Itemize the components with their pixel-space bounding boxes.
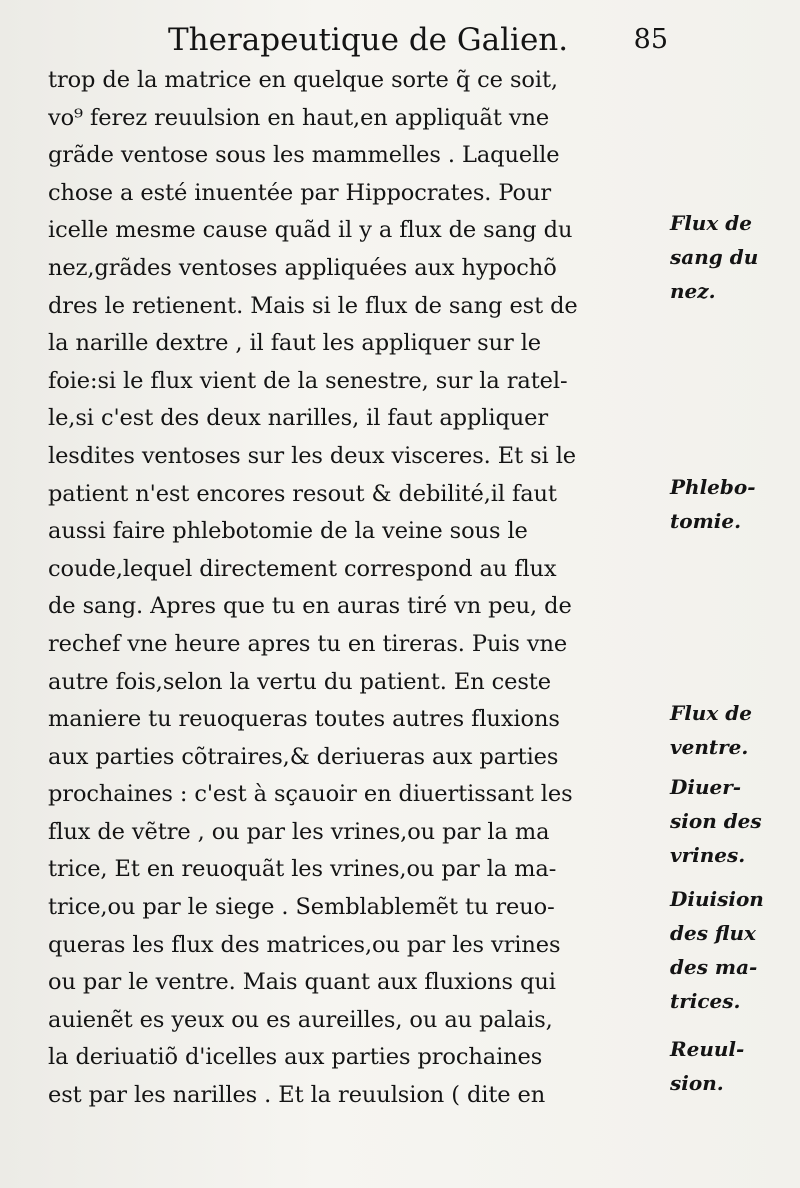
margin-note-line: ventre. <box>670 735 749 759</box>
running-title: Therapeutique de Galien. <box>168 22 569 58</box>
margin-note-line: trices. <box>670 989 741 1013</box>
text-line: aussi faire phlebotomie de la veine sous le <box>48 518 528 545</box>
text-line: trop de la matrice en quelque sorte q̃ ce soit, <box>48 67 558 93</box>
text-line: icelle mesme cause quãd il y a flux de sang du <box>48 217 573 244</box>
margin-note-line: Flux de <box>670 701 752 725</box>
text-line: flux de vẽtre , ou par les vrines,ou par la ma <box>48 818 550 845</box>
margin-note-reuulsion <box>670 1032 795 1100</box>
page-number: 85 <box>633 24 668 55</box>
margin-note-line: nez. <box>670 279 716 303</box>
text-line: autre fois,selon la vertu du patient. En ceste <box>48 668 551 695</box>
text-line: patient n'est encores resout & debilité,il faut <box>48 480 557 507</box>
text-line: la narille dextre , il faut les appliquer sur le <box>48 330 542 357</box>
text-line: chose a esté inuentée par Hippocrates. Pour <box>48 179 551 206</box>
text-line: foie:si le flux vient de la senestre, sur la ratel- <box>48 367 568 394</box>
text-line: trice,ou par le siege . Semblablemẽt tu reuo- <box>48 894 555 921</box>
text-line: grãde ventose sous les mammelles . Laquelle <box>48 142 560 169</box>
margin-note-line: tomie. <box>670 509 742 533</box>
margin-note-diuersion <box>670 770 795 872</box>
margin-note-line: Flux de <box>670 211 752 235</box>
margin-note-line: Reuul- <box>670 1037 745 1061</box>
margin-note-flux-de-ventre <box>670 696 795 764</box>
text-line: de sang. Apres que tu en auras tiré vn peu, de <box>48 593 572 620</box>
text-line: lesdites ventoses sur les deux visceres. Et si le <box>48 442 577 469</box>
text-line: ou par le ventre. Mais quant aux fluxions qui <box>48 969 556 996</box>
text-line: aux parties cõtraires,& deriueras aux parties <box>48 743 559 770</box>
text-line: vo⁹ ferez reuulsion en haut,en appliquãt vne <box>48 104 550 131</box>
text-line: est par les narilles . Et la reuulsion ( dite en <box>48 1082 546 1109</box>
margin-note-diuision <box>670 882 795 1018</box>
margin-note-line: sion des <box>670 809 762 833</box>
text-line: queras les flux des matrices,ou par les vrines <box>48 931 561 958</box>
margin-note-line: vrines. <box>670 843 746 867</box>
margin-note-line: Phlebo- <box>670 475 756 499</box>
text-line: le,si c'est des deux narilles, il faut appliquer <box>48 405 549 432</box>
text-line: rechef vne heure apres tu en tireras. Puis vne <box>48 630 568 657</box>
margin-note-flux-de-sang <box>670 206 795 308</box>
body-text <box>48 62 663 1115</box>
margin-note-line: des flux <box>670 921 756 945</box>
text-line: dres le retienent. Mais si le flux de sang est de <box>48 292 578 319</box>
running-head <box>168 20 668 60</box>
text-line: nez,grãdes ventoses appliquées aux hypochõ <box>48 254 557 281</box>
margin-note-line: sang du <box>670 245 759 269</box>
text-line: la deriuatiõ d'icelles aux parties prochaines <box>48 1044 543 1071</box>
margin-note-phlebotomie <box>670 470 795 538</box>
text-line: trice, Et en reuoquãt les vrines,ou par la ma- <box>48 856 557 883</box>
text-line: coude,lequel directement correspond au flux <box>48 555 557 582</box>
margin-note-line: des ma- <box>670 955 758 979</box>
margin-note-line: Diuision <box>670 887 764 911</box>
text-line: prochaines : c'est à sçauoir en diuertissant les <box>48 781 573 808</box>
text-line: maniere tu reuoqueras toutes autres fluxions <box>48 706 560 733</box>
text-line: auienẽt es yeux ou es aureilles, ou au palais, <box>48 1006 553 1033</box>
margin-note-line: sion. <box>670 1071 724 1095</box>
margin-note-line: Diuer- <box>670 775 742 799</box>
